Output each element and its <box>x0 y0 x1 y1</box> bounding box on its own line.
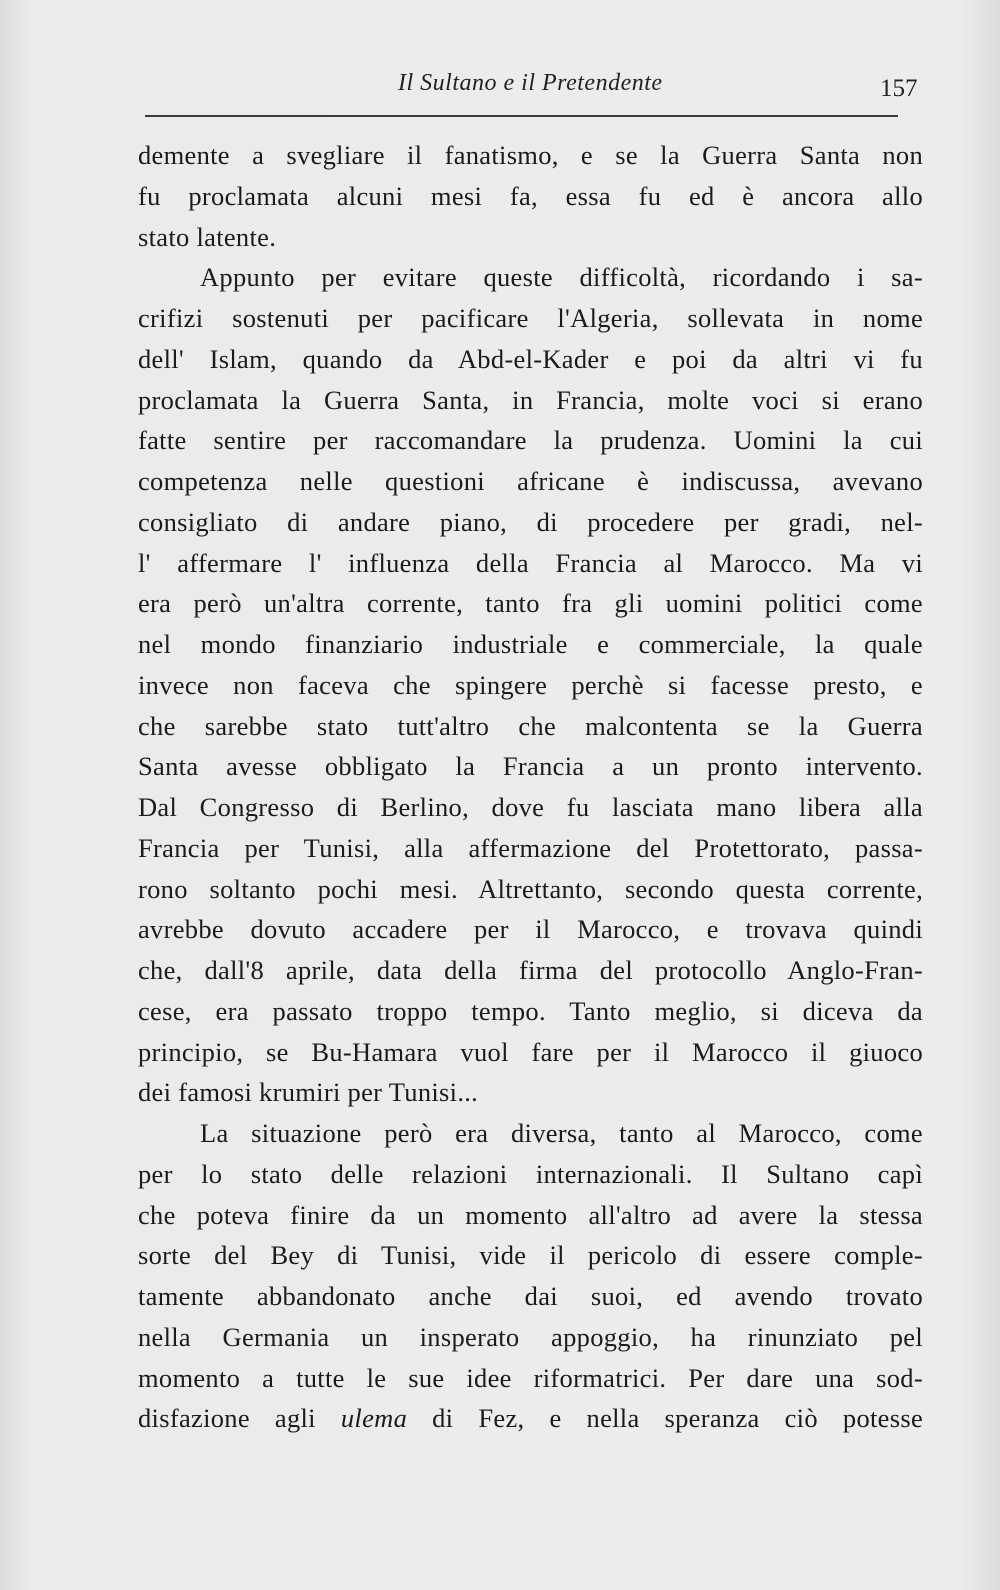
text-line: Francia per Tunisi, alla affermazione del Protettorato, passa- <box>138 832 923 863</box>
text-line-last <box>138 1398 923 1439</box>
text-line: che poteva finire da un momento all'altro ad avere la stessa <box>138 1199 923 1230</box>
body-text <box>138 135 923 1439</box>
text-line: fatte sentire per raccomandare la prudenza. Uomini la cui <box>138 425 923 456</box>
text-line: che sarebbe stato tutt'altro che malcontenta se la Guerra <box>138 710 923 741</box>
text-line: nella Germania un insperato appoggio, ha rinunziato pel <box>138 1321 923 1352</box>
text-line: crifizi sostenuti per pacificare l'Algeria, sollevata in nome <box>138 303 923 333</box>
text-line: consigliato di andare piano, di procedere per gradi, nel- <box>138 506 923 537</box>
text-line: proclamata la Guerra Santa, in Francia, molte voci si erano <box>138 384 923 415</box>
text-line: dei famosi krumiri per Tunisi... <box>138 1077 479 1108</box>
paragraph-first-line: La situazione però era diversa, tanto al Marocco, come <box>200 1118 923 1148</box>
text-line: momento a tutte le sue idee riformatrici. Per dare una sod- <box>138 1362 923 1393</box>
header-rule <box>145 115 898 117</box>
text-line: per lo stato delle relazioni internazionali. Il Sultano capì <box>138 1158 923 1189</box>
text-line: invece non faceva che spingere perchè si facesse presto, e <box>138 669 923 700</box>
running-header-title: Il Sultano e il Pretendente <box>398 70 663 96</box>
text-line: stato latente. <box>138 221 277 252</box>
page-number: 157 <box>880 75 918 102</box>
text-line: fu proclamata alcuni mesi fa, essa fu ed è ancora allo <box>138 180 923 211</box>
text-line: Dal Congresso di Berlino, dove fu lasciata mano libera alla <box>138 792 923 822</box>
text-line: avrebbe dovuto accadere per il Marocco, e trovava quindi <box>138 914 923 945</box>
text-line: che, dall'8 aprile, data della firma del protocollo Anglo-Fran- <box>138 955 923 985</box>
text-line: demente a svegliare il fanatismo, e se la Guerra Santa non <box>138 140 923 170</box>
paragraph-first-line: Appunto per evitare queste difficoltà, ricordando i sa- <box>200 262 923 293</box>
text-line: era però un'altra corrente, tanto fra gli uomini politici come <box>138 588 923 619</box>
text-line: l' affermare l' influenza della Francia al Marocco. Ma vi <box>138 547 923 578</box>
text-line: nel mondo finanziario industriale e commerciale, la quale <box>138 629 923 659</box>
text-segment: di Fez, e nella speranza ciò potesse <box>407 1403 924 1434</box>
text-line: cese, era passato troppo tempo. Tanto meglio, si diceva da <box>138 995 923 1026</box>
text-line: sorte del Bey di Tunisi, vide il pericolo di essere comple- <box>138 1240 923 1271</box>
text-line: tamente abbandonato anche dai suoi, ed avendo trovato <box>138 1281 923 1311</box>
text-line: dell' Islam, quando da Abd-el-Kader e poi da altri vi fu <box>138 343 923 374</box>
text-line: rono soltanto pochi mesi. Altrettanto, secondo questa corrente, <box>138 873 923 904</box>
text-line: Santa avesse obbligato la Francia a un pronto intervento. <box>138 751 923 782</box>
text-line: competenza nelle questioni africane è indiscussa, avevano <box>138 466 923 496</box>
text-segment: disfazione agli <box>138 1403 341 1434</box>
text-line: principio, se Bu-Hamara vuol fare per il Marocco il giuoco <box>138 1036 923 1067</box>
italic-term: ulema <box>340 1403 408 1434</box>
